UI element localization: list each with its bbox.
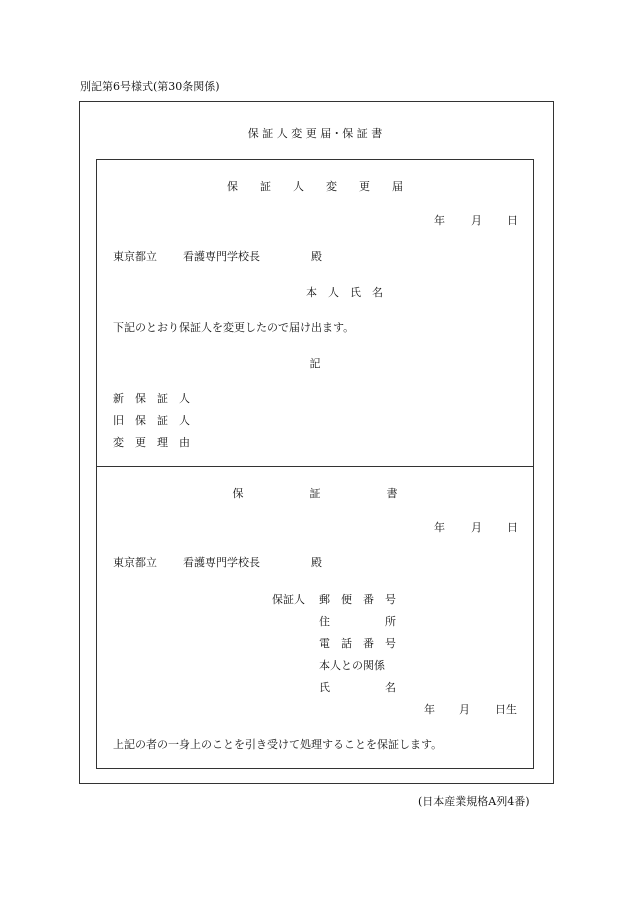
notice-date-day: 日 — [507, 214, 518, 227]
guarantee-date-day: 日 — [507, 521, 518, 534]
guarantee-title: 保 証 書 — [232, 487, 398, 500]
field-address: 住 所 — [319, 615, 396, 628]
change-notice-title: 保 証 人 変 更 届 — [227, 180, 403, 193]
notice-addressee-principal: 看護専門学校長 — [183, 250, 260, 263]
birth-day: 日生 — [495, 703, 517, 716]
notice-date-month: 月 — [471, 214, 482, 227]
field-new-guarantor: 新 保 証 人 — [113, 392, 190, 405]
field-relationship: 本人との関係 — [319, 659, 385, 672]
guarantee-addressee-org: 東京都立 — [113, 556, 157, 569]
notice-addressee-org: 東京都立 — [113, 250, 157, 263]
field-change-reason: 変 更 理 由 — [113, 436, 190, 449]
guarantee-date-year: 年 — [434, 521, 445, 534]
notice-addressee-honorific: 殿 — [311, 250, 322, 263]
notice-ki: 記 — [309, 357, 321, 370]
field-postal-code: 郵 便 番 号 — [319, 593, 396, 606]
field-old-guarantor: 旧 保 証 人 — [113, 414, 190, 427]
guarantee-statement: 上記の者の一身上のことを引き受けて処理することを保証します。 — [113, 738, 443, 751]
guarantee-date-month: 月 — [471, 521, 482, 534]
section-divider — [96, 466, 534, 467]
guarantor-label: 保証人 — [272, 593, 305, 606]
paper-size-note: (日本産業規格A列4番) — [418, 795, 530, 808]
form-title: 保 証 人 変 更 届・保 証 書 — [247, 127, 383, 140]
field-name: 氏 名 — [319, 681, 396, 694]
guarantee-addressee-principal: 看護専門学校長 — [183, 556, 260, 569]
birth-year: 年 — [424, 703, 435, 716]
guarantee-addressee-honorific: 殿 — [311, 556, 322, 569]
notice-statement: 下記のとおり保証人を変更したので届け出ます。 — [113, 321, 355, 334]
notice-date-year: 年 — [434, 214, 445, 227]
notice-signer-label: 本 人 氏 名 — [306, 286, 383, 299]
field-phone-number: 電 話 番 号 — [319, 637, 396, 650]
birth-month: 月 — [459, 703, 470, 716]
form-number-note: 別記第6号様式(第30条関係) — [80, 80, 220, 93]
